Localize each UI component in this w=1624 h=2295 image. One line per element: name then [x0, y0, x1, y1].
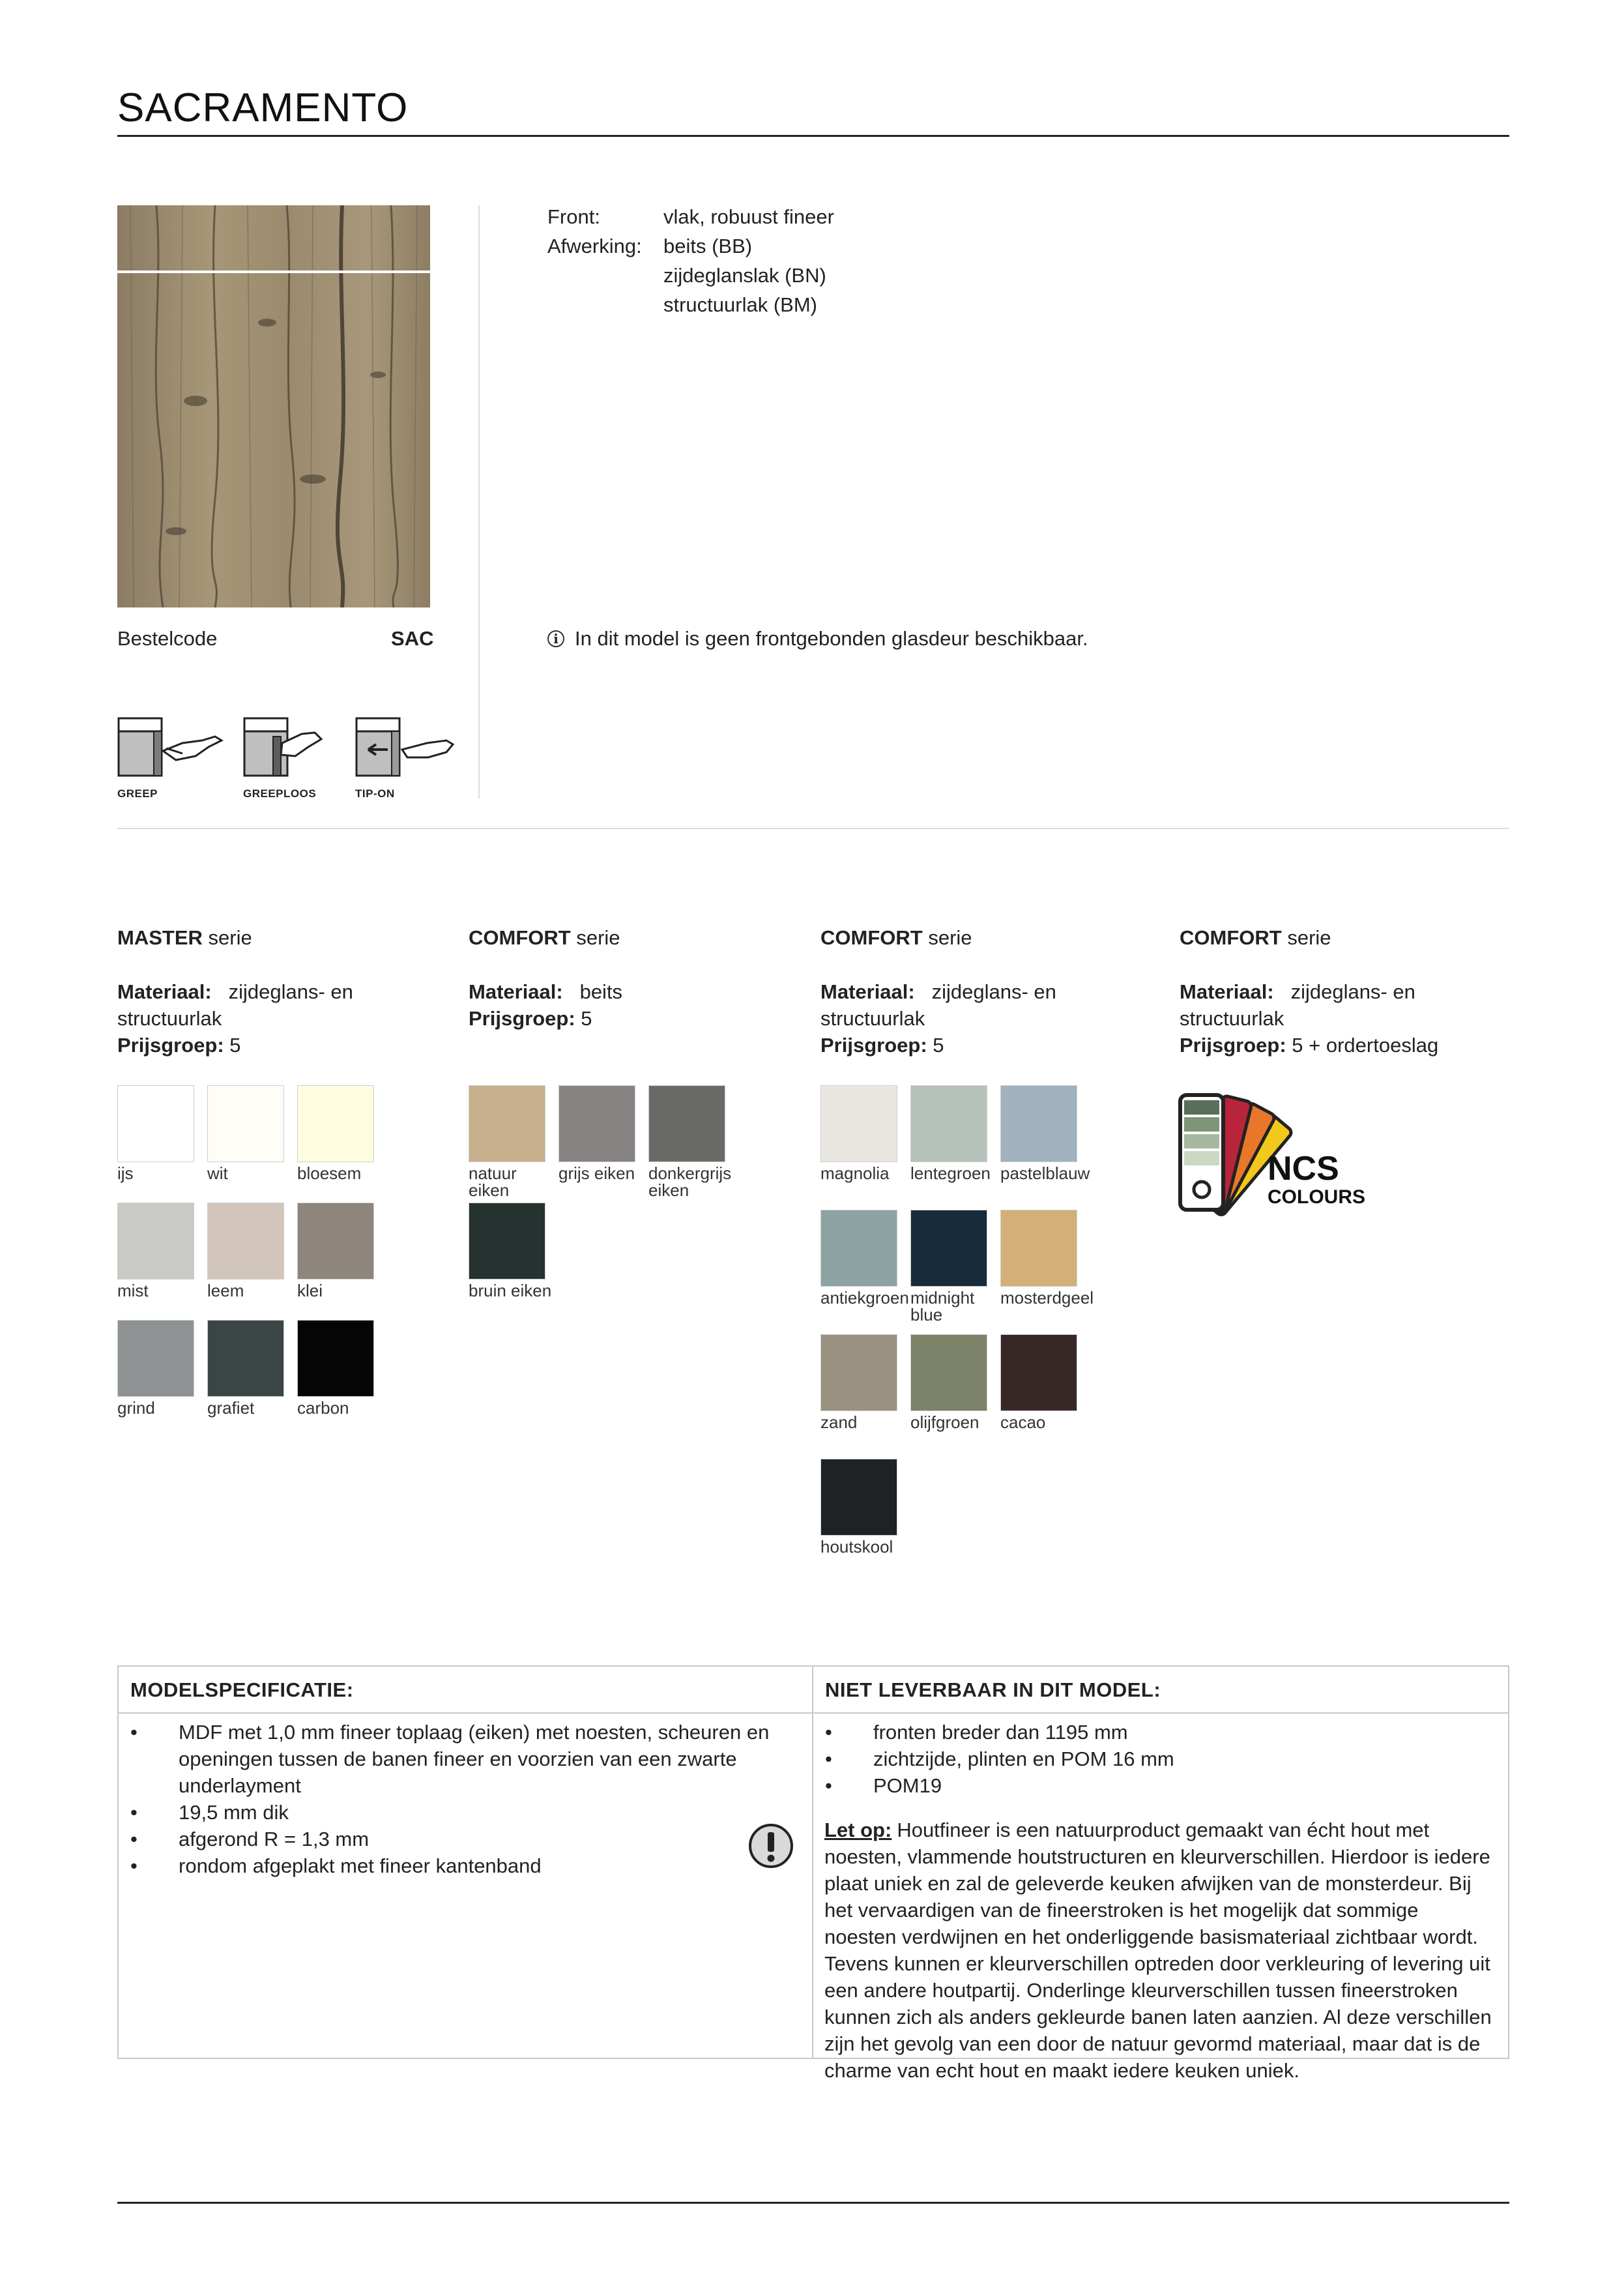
modelspec-list [119, 1719, 796, 1879]
front-row [547, 202, 834, 231]
front-specs [547, 202, 834, 319]
front-label: Front: [547, 205, 600, 228]
series-name: COMFORT [469, 926, 571, 949]
handle-greep [117, 717, 228, 802]
afwerking-values [663, 231, 826, 319]
color-swatch-label: pastelblauw [1000, 1163, 1090, 1183]
color-swatch-label: mist [117, 1281, 149, 1300]
tip-on-icon [355, 717, 466, 782]
niet-leverbaar-header: NIET LEVERBAAR IN DIT MODEL: [813, 1667, 1508, 1714]
greeploos-icon [243, 717, 354, 782]
greep-icon [117, 717, 228, 782]
list-item: • afgerond R = 1,3 mm [119, 1826, 796, 1852]
prijsgroep-value: 5 + ordertoeslag [1292, 1034, 1439, 1057]
color-swatch-label: grijs eiken [558, 1163, 635, 1183]
afwerking-value: structuurlak (BM) [663, 293, 817, 316]
series-name: MASTER [117, 926, 203, 949]
color-swatch [297, 1085, 374, 1162]
color-swatch-label: ijs [117, 1163, 134, 1183]
color-swatch [558, 1085, 635, 1162]
front-value: vlak, robuust fineer [663, 205, 834, 228]
color-swatch [1000, 1334, 1077, 1411]
color-swatch [820, 1459, 897, 1536]
color-swatch [910, 1210, 987, 1287]
color-swatch-label: mosterdgeel [1000, 1288, 1094, 1308]
list-item: • POM19 [813, 1772, 1504, 1799]
color-swatch-label: klei [297, 1281, 323, 1300]
materiaal-value: beits [579, 980, 623, 1003]
color-swatch-label: carbon [297, 1398, 349, 1418]
series-suffix: serie [1287, 926, 1331, 949]
afwerking-value: beits (BB) [663, 235, 753, 257]
color-swatch [207, 1203, 284, 1279]
list-item: • 19,5 mm dik [119, 1799, 796, 1826]
color-swatch-label: cacao [1000, 1412, 1046, 1432]
color-swatch-label: bloesem [297, 1163, 362, 1183]
ncs-logo-text: NCS [1268, 1150, 1339, 1188]
color-swatch [117, 1320, 194, 1397]
afwerking-row [547, 231, 834, 319]
list-item: • MDF met 1,0 mm fineer toplaag (eiken) met noesten, scheuren en openingen tussen de banen fineer en voorzien van een zwarte underlayment [119, 1719, 796, 1799]
title-rule [117, 135, 1509, 137]
color-swatch-label: grafiet [207, 1398, 255, 1418]
color-swatch-label: leem [207, 1281, 244, 1300]
color-swatch [469, 1085, 545, 1162]
materiaal-label: Materiaal: [469, 980, 563, 1003]
color-swatch [648, 1085, 725, 1162]
info-note [547, 627, 1088, 650]
prijsgroep-value: 5 [581, 1007, 592, 1030]
ncs-logo-subtext: COLOURS [1268, 1186, 1365, 1208]
handle-tip-on [355, 717, 466, 802]
column-divider [478, 205, 480, 798]
afwerking-value: zijdeglanslak (BN) [663, 264, 826, 287]
prijsgroep-label: Prijsgroep: [1180, 1034, 1286, 1057]
series-suffix: serie [576, 926, 620, 949]
list-item: • rondom afgeplakt met fineer kantenband [119, 1852, 796, 1879]
series-suffix: serie [928, 926, 972, 949]
materiaal-value: zijdeglans- en structuurlak [1180, 980, 1415, 1030]
bestelcode-value: SAC [391, 627, 434, 650]
list-item: • zichtzijde, plinten en POM 16 mm [813, 1746, 1504, 1772]
footer-rule [117, 2202, 1509, 2204]
wood-sample-image [117, 205, 430, 607]
exclamation-icon [748, 1823, 794, 1869]
color-swatch [1000, 1210, 1077, 1287]
section-divider [117, 828, 1509, 829]
color-swatch [820, 1085, 897, 1162]
prijsgroep-label: Prijsgroep: [820, 1034, 927, 1057]
materiaal-label: Materiaal: [117, 980, 212, 1003]
spec-table [117, 1665, 1509, 2082]
color-swatch-label: natuur eiken [469, 1163, 517, 1200]
color-swatch [469, 1203, 545, 1279]
prijsgroep-value: 5 [933, 1034, 944, 1057]
materiaal-value: zijdeglans- en structuurlak [117, 980, 353, 1030]
color-swatch [207, 1085, 284, 1162]
color-swatch-label: wit [207, 1163, 228, 1183]
niet-leverbaar-list [813, 1719, 1504, 1799]
color-swatch-label: olijfgroen [910, 1412, 979, 1432]
color-swatch [910, 1334, 987, 1411]
color-swatch [1000, 1085, 1077, 1162]
let-op-label: Let op: [824, 1819, 892, 1841]
info-text: In dit model is geen frontgebonden glasdeur beschikbaar. [575, 627, 1088, 650]
color-swatch-label: houtskool [820, 1537, 893, 1557]
series-name: COMFORT [820, 926, 923, 949]
color-swatch-label: donkergrijs eiken [648, 1163, 732, 1200]
handle-label: GREEPLOOS [243, 787, 317, 800]
color-swatch [207, 1320, 284, 1397]
series-name: COMFORT [1180, 926, 1282, 949]
color-swatch [117, 1085, 194, 1162]
color-swatch-label: bruin eiken [469, 1281, 552, 1300]
color-swatch [117, 1203, 194, 1279]
modelspecificatie-header: MODELSPECIFICATIE: [119, 1667, 812, 1714]
color-swatch-label: antiekgroen [820, 1288, 909, 1308]
color-swatch-label: magnolia [820, 1163, 890, 1183]
page-title: SACRAMENTO [117, 85, 409, 130]
list-item: • fronten breder dan 1195 mm [813, 1719, 1504, 1746]
prijsgroep-label: Prijsgroep: [469, 1007, 575, 1030]
handle-label: TIP-ON [355, 787, 395, 800]
let-op-note [824, 1817, 1496, 2084]
series-comfort-ncs [1180, 924, 1518, 1059]
afwerking-label: Afwerking: [547, 235, 642, 257]
color-swatch [820, 1210, 897, 1287]
info-icon: i [547, 630, 564, 647]
handle-greeploos [243, 717, 354, 802]
ncs-colours-logo [1176, 1082, 1372, 1225]
handle-label: GREEP [117, 787, 158, 800]
prijsgroep-label: Prijsgroep: [117, 1034, 224, 1057]
materiaal-label: Materiaal: [1180, 980, 1274, 1003]
materiaal-label: Materiaal: [820, 980, 915, 1003]
bestelcode-label: Bestelcode [117, 627, 218, 650]
color-swatch [820, 1334, 897, 1411]
color-swatch [297, 1203, 374, 1279]
series-suffix: serie [208, 926, 252, 949]
color-swatch-label: zand [820, 1412, 858, 1432]
color-swatch [910, 1085, 987, 1162]
series-comfort-lak [820, 924, 1159, 1059]
color-swatch [297, 1320, 374, 1397]
series-comfort-beits [469, 924, 807, 1032]
materiaal-value: zijdeglans- en structuurlak [820, 980, 1056, 1030]
series-master [117, 924, 456, 1059]
let-op-text: Houtfineer is een natuurproduct gemaakt van écht hout met noesten, vlammende houtstructuren en kleurverschillen. Hierdoor is iedere plaat uniek en zal de geleverde keuken afwijken van de monsterdeur. Bij het vervaardigen van de fineerstroken is het mogelijk dat sommige noesten verdwijnen en het onderliggende basismateriaal zichtbaar wordt. Tevens kunnen er kleurverschillen optreden door verkleuring of levering uit een andere houtpartij. Onderlinge kleurverschillen tussen fineerstroken kunnen zich als anders gekleurde banen laten aanzien. Al deze verschillen zijn het gevolg van een door de natuur gevormd materiaal, maar dat is de charme van echt hout en maakt iedere keuken uniek. [824, 1819, 1492, 2082]
prijsgroep-value: 5 [229, 1034, 241, 1057]
color-swatch-label: midnight blue [910, 1288, 975, 1324]
color-swatch-label: grind [117, 1398, 155, 1418]
color-swatch-label: lentegroen [910, 1163, 991, 1183]
